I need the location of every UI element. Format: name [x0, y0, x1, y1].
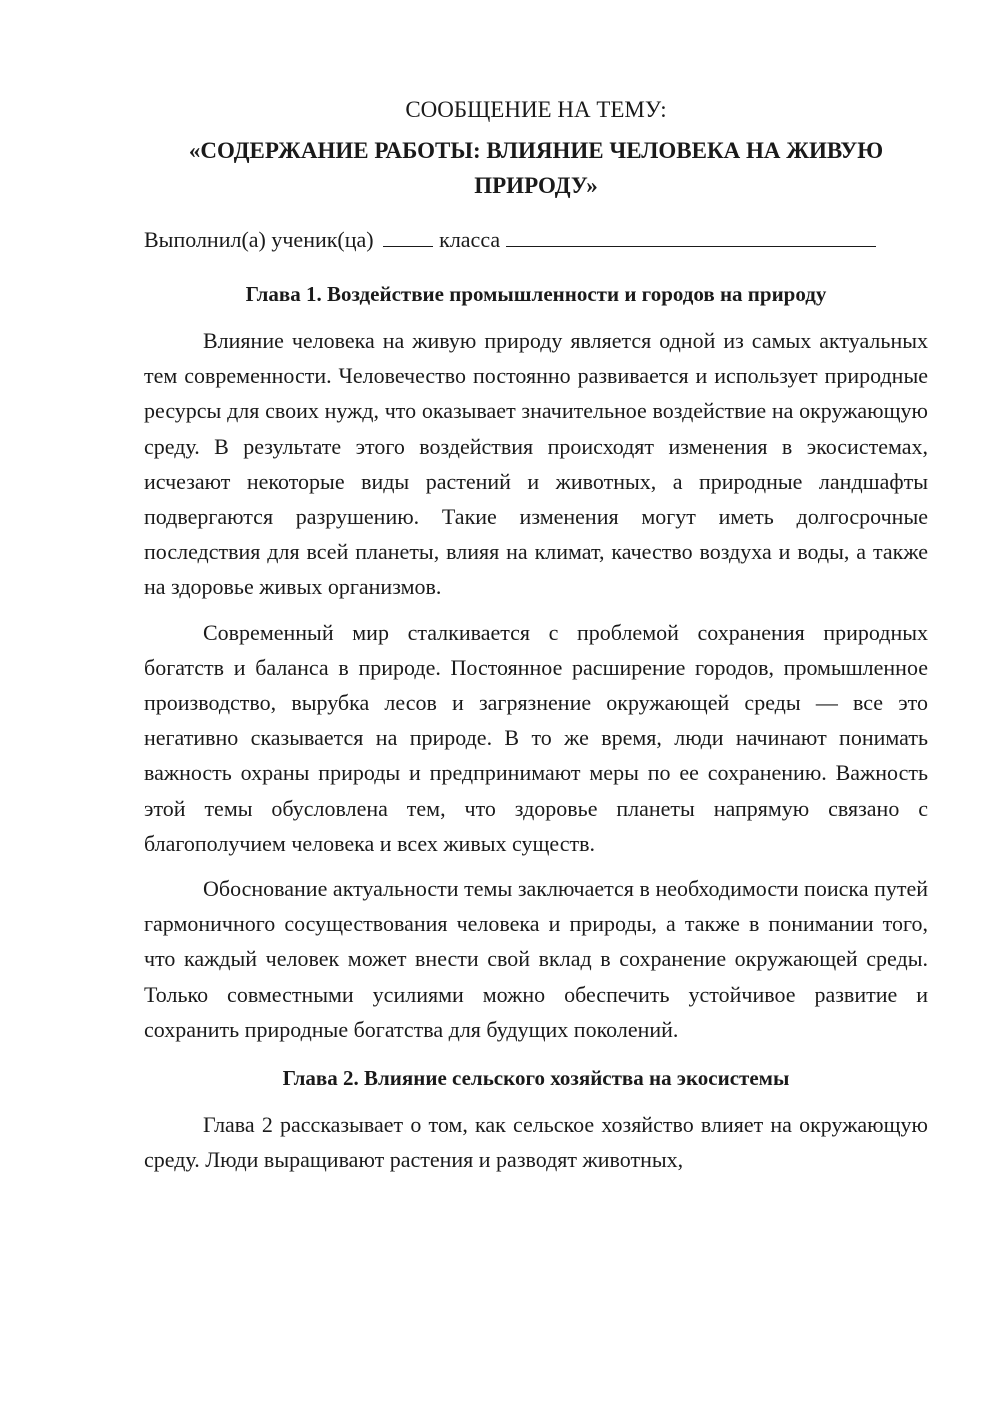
chapter-2-heading: Глава 2. Влияние сельского хозяйства на экосистемы	[282, 1066, 790, 1091]
class-label: класса	[439, 227, 501, 252]
class-number-blank	[383, 224, 433, 247]
chapter-1-paragraph: Современный мир сталкивается с проблемой сохранения природных богатств и баланса в природе. Постоянное расширение городов, промышленное производство, вырубка лесов и загрязнение окружающей среды — все это негативно сказывается на природе. В то же время, люди начинают понимать важность охраны природы и предпринимают меры по ее сохранению. Важность этой темы обусловлена тем, что здоровье планеты напрямую связано с благополучием человека и всех живых существ.	[144, 619, 928, 856]
chapter-1-heading: Глава 1. Воздействие промышленности и городов на природу	[245, 282, 827, 306]
chapter-2-paragraph: Глава 2 рассказывает о том, как сельское хозяйство влияет на окружающую среду. Люди выращивают растения и разводят животных,	[144, 1112, 928, 1173]
document-title: «СОДЕРЖАНИЕ РАБОТЫ: ВЛИЯНИЕ ЧЕЛОВЕКА НА ЖИВУЮ ПРИРОДУ»	[188, 138, 884, 198]
student-name-blank	[506, 224, 876, 247]
author-line	[144, 223, 928, 257]
chapter-1-paragraph: Обоснование актуальности темы заключается в необходимости поиска путей гармоничного сосуществования человека и природы, а также в понимании того, что каждый человек может внести свой вклад в сохранение окружающей среды. Только совместными усилиями можно обеспечить устойчивое развитие и сохранить природные богатства для будущих поколений.	[144, 876, 928, 1042]
author-label: Выполнил(а) ученик(ца)	[144, 227, 374, 252]
document-header-line: СООБЩЕНИЕ НА ТЕМУ:	[405, 97, 667, 122]
document-content	[144, 92, 928, 1177]
chapter-1-paragraph: Влияние человека на живую природу является одной из самых актуальных тем современности. Человечество постоянно развивается и использует природные ресурсы для своих нужд, что оказывает значительное воздействие на окружающую среду. В результате этого воздействия происходят изменения в экосистемах, исчезают некоторые виды растений и животных, а природные ландшафты подвергаются разрушению. Такие изменения могут иметь долгосрочные последствия для всей планеты, влияя на климат, качество воздуха и воды, а также на здоровье живых организмов.	[144, 328, 928, 600]
